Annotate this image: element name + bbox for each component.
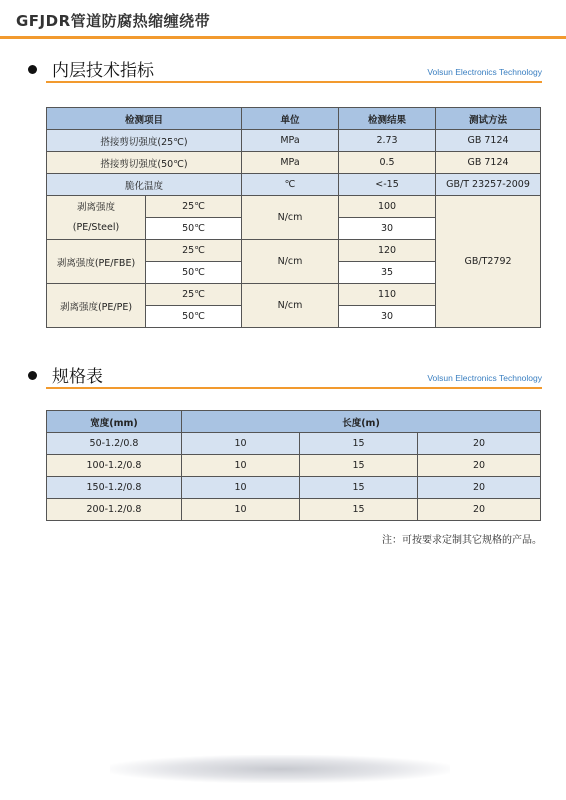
- table-cell: 15: [300, 455, 418, 477]
- table-cell: MPa: [242, 130, 339, 152]
- table-row: [47, 433, 541, 455]
- table-cell: 10: [182, 499, 300, 521]
- table-row: [47, 130, 541, 152]
- technical-spec-table: [46, 107, 541, 328]
- table-cell: 110: [339, 284, 436, 306]
- table-cell: 50-1.2/0.8: [47, 433, 182, 455]
- table-header-cell: 单位: [242, 108, 339, 130]
- table-cell: N/cm: [242, 284, 339, 328]
- table-cell: 25℃: [146, 196, 242, 218]
- table-row: [47, 152, 541, 174]
- table-cell: 30: [339, 306, 436, 328]
- table-cell: 120: [339, 240, 436, 262]
- table-cell: GB 7124: [436, 130, 541, 152]
- table-cell: 30: [339, 218, 436, 240]
- table-cell: 25℃: [146, 240, 242, 262]
- table-cell: 20: [418, 499, 541, 521]
- table-cell: 50℃: [146, 218, 242, 240]
- table-cell: 0.5: [339, 152, 436, 174]
- table-row: [47, 196, 541, 218]
- table-row: [47, 174, 541, 196]
- table-cell: N/cm: [242, 196, 339, 240]
- table-cell: 20: [418, 477, 541, 499]
- table-row: [47, 455, 541, 477]
- table-cell: 15: [300, 433, 418, 455]
- table-cell: 25℃: [146, 284, 242, 306]
- table-cell: 剥离强度 (PE/Steel): [47, 196, 146, 240]
- table-cell: 脆化温度: [47, 174, 242, 196]
- table-cell: 2.73: [339, 130, 436, 152]
- bullet-icon: [28, 65, 37, 74]
- table-cell: 150-1.2/0.8: [47, 477, 182, 499]
- table-cell: 100: [339, 196, 436, 218]
- table-cell: <-15: [339, 174, 436, 196]
- table-cell: GB/T 23257-2009: [436, 174, 541, 196]
- table-header-cell: 宽度(mm): [47, 411, 182, 433]
- table-cell: 剥离强度(PE/FBE): [47, 240, 146, 284]
- title-divider: [0, 36, 566, 39]
- spec-size-table: [46, 410, 541, 521]
- table-cell: 10: [182, 433, 300, 455]
- custom-spec-note: 注：可按要求定制其它规格的产品。: [382, 535, 542, 546]
- table-header-row: [47, 108, 541, 130]
- table-cell: GB 7124: [436, 152, 541, 174]
- section-divider: [46, 81, 542, 83]
- table-cell: 20: [418, 433, 541, 455]
- table-cell: MPa: [242, 152, 339, 174]
- table-cell: 搭接剪切强度(25℃): [47, 130, 242, 152]
- table-cell: 50℃: [146, 262, 242, 284]
- table-cell: ℃: [242, 174, 339, 196]
- table-cell: 剥离强度(PE/PE): [47, 284, 146, 328]
- table-header-cell: 检测项目: [47, 108, 242, 130]
- page-title: GFJDR管道防腐热缩缠绕带: [16, 12, 211, 30]
- footer-decoration: [110, 755, 450, 783]
- section-header-spec-list: [22, 362, 542, 392]
- section-title: 规格表: [52, 367, 103, 387]
- table-cell: 搭接剪切强度(50℃): [47, 152, 242, 174]
- table-cell: 50℃: [146, 306, 242, 328]
- table-cell: 20: [418, 455, 541, 477]
- table-cell: 10: [182, 477, 300, 499]
- table-header-row: [47, 411, 541, 433]
- table-cell: 15: [300, 477, 418, 499]
- table-cell: GB/T2792: [436, 196, 541, 328]
- table-row: [47, 499, 541, 521]
- table-row: [47, 477, 541, 499]
- table-header-cell: 长度(m): [182, 411, 541, 433]
- table-cell: 35: [339, 262, 436, 284]
- section-divider: [46, 387, 542, 389]
- brand-label: Volsun Electronics Technology: [427, 373, 542, 383]
- section-header-inner-layer: [22, 56, 542, 86]
- table-header-cell: 检测结果: [339, 108, 436, 130]
- table-cell: 10: [182, 455, 300, 477]
- bullet-icon: [28, 371, 37, 380]
- table-cell: 200-1.2/0.8: [47, 499, 182, 521]
- table-cell: N/cm: [242, 240, 339, 284]
- table-cell: 100-1.2/0.8: [47, 455, 182, 477]
- table-cell: 15: [300, 499, 418, 521]
- table-header-cell: 测试方法: [436, 108, 541, 130]
- section-title: 内层技术指标: [52, 61, 154, 81]
- brand-label: Volsun Electronics Technology: [427, 67, 542, 77]
